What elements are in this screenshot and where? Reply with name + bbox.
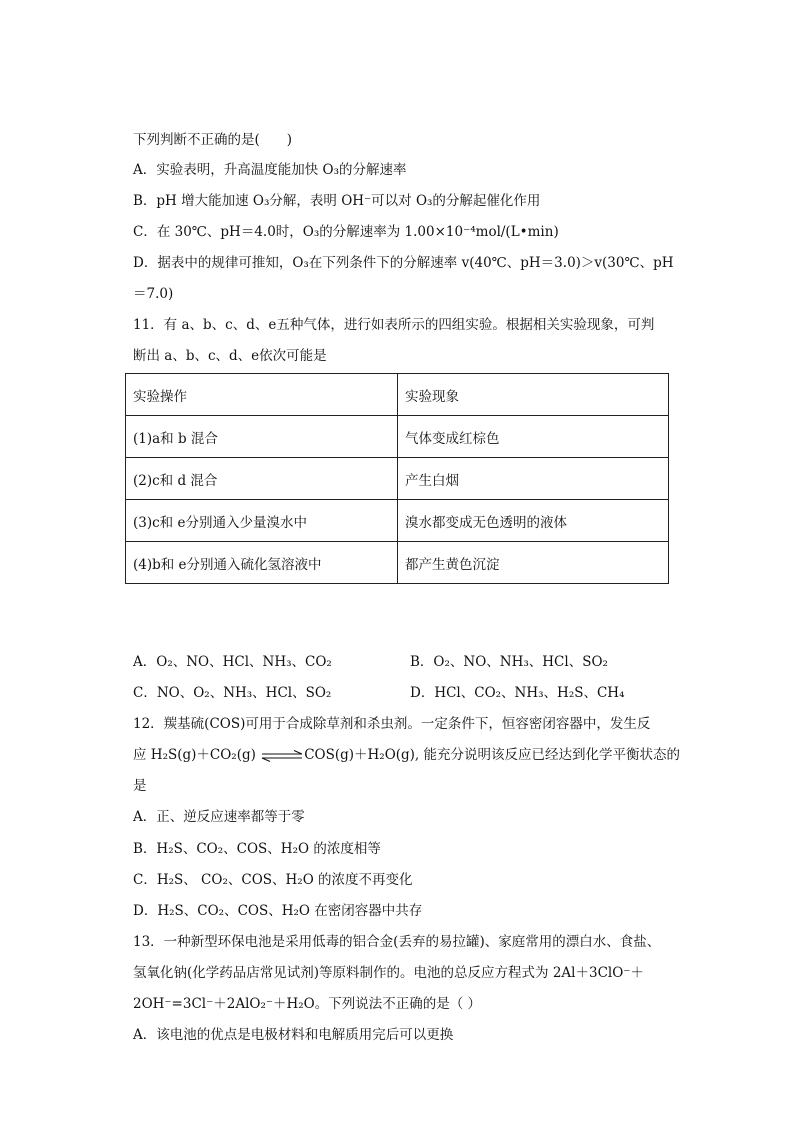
q12-option-c: C．H₂S、 CO₂、COS、H₂O 的浓度不再变化: [133, 872, 413, 888]
table-header-operation: 实验操作: [126, 374, 398, 416]
q11-option-d: D．HCl、CO₂、NH₃、H₂S、CH₄: [410, 685, 625, 701]
table-cell: (4)b和 e分别通入硫化氢溶液中: [126, 542, 398, 584]
table-cell: 都产生黄色沉淀: [398, 542, 669, 584]
q12-stem-line1: 12．羰基硫(COS)可用于合成除草剂和杀虫剂。一定条件下，恒容密闭容器中，发生反: [133, 716, 651, 732]
q13-option-a: A．该电池的优点是电极材料和电解质用完后可以更换: [133, 1027, 454, 1043]
q10-option-c: C．在 30℃、pH＝4.0时，O₃的分解速率为 1.00×10⁻⁴mol/(L•min): [133, 224, 559, 240]
table-cell: 溴水都变成无色透明的液体: [398, 500, 669, 542]
table-cell: (2)c和 d 混合: [126, 458, 398, 500]
q10-option-b: B．pH 增大能加速 O₃分解，表明 OH⁻可以对 O₃的分解起催化作用: [133, 193, 541, 209]
table-cell: 产生白烟: [398, 458, 669, 500]
table-row: [126, 458, 669, 500]
q12-stem-line3: 是: [133, 778, 147, 794]
q12-option-b: B．H₂S、CO₂、COS、H₂O 的浓度相等: [133, 841, 381, 857]
q13-stem-line1: 13．一种新型环保电池是采用低毒的铝合金(丢弃的易拉罐)、家庭常用的漂白水、食盐、: [133, 934, 661, 950]
q11-option-c: C．NO、O₂、NH₃、HCl、SO₂: [133, 685, 332, 701]
q11-stem-line1: 11．有 a、b、c、d、e五种气体，进行如表所示的四组实验。根据相关实验现象，可判: [133, 317, 655, 333]
q13-stem-line3: 2OH⁻=3Cl⁻＋2AlO₂⁻＋H₂O。下列说法不正确的是（ ）: [133, 996, 482, 1012]
q13-stem-line2: 氢氧化钠(化学药品店常见试剂)等原料制作的。电池的总反应方程式为 2Al＋3ClO⁻＋: [133, 965, 644, 981]
q12-option-d: D．H₂S、CO₂、COS、H₂O 在密闭容器中共存: [133, 903, 423, 919]
table-cell: (1)a和 b 混合: [126, 416, 398, 458]
table-row: [126, 542, 669, 584]
q10-option-d-line1: D．据表中的规律可推知，O₃在下列条件下的分解速率 v(40℃、pH＝3.0)＞v(30℃、pH: [133, 255, 674, 271]
q11-stem-line2: 断出 a、b、c、d、e依次可能是: [133, 348, 327, 364]
table-row: [126, 416, 669, 458]
table-row: [126, 500, 669, 542]
q12-option-a: A．正、逆反应速率都等于零: [133, 809, 305, 825]
equilibrium-arrow-icon: [260, 750, 304, 762]
experiment-table: [125, 373, 669, 584]
table-header-row: [126, 374, 669, 416]
q12-products: COS(g)＋H₂O(g), 能充分说明该反应已经达到化学平衡状态的: [304, 747, 681, 763]
q11-option-b: B．O₂、NO、NH₃、HCl、SO₂: [410, 654, 608, 670]
q12-reactants: 应 H₂S(g)＋CO₂(g): [133, 747, 261, 763]
table-cell: (3)c和 e分别通入少量溴水中: [126, 500, 398, 542]
q10-option-d-line2: ＝7.0): [133, 286, 174, 302]
table-cell: 气体变成红棕色: [398, 416, 669, 458]
q11-option-a: A．O₂、NO、HCl、NH₃、CO₂: [133, 654, 332, 670]
q12-stem-line2: [133, 745, 680, 765]
q10-option-a: A．实验表明，升高温度能加快 O₃的分解速率: [133, 162, 407, 178]
table-header-phenomenon: 实验现象: [398, 374, 669, 416]
q10-stem: 下列判断不正确的是( ): [133, 132, 293, 148]
